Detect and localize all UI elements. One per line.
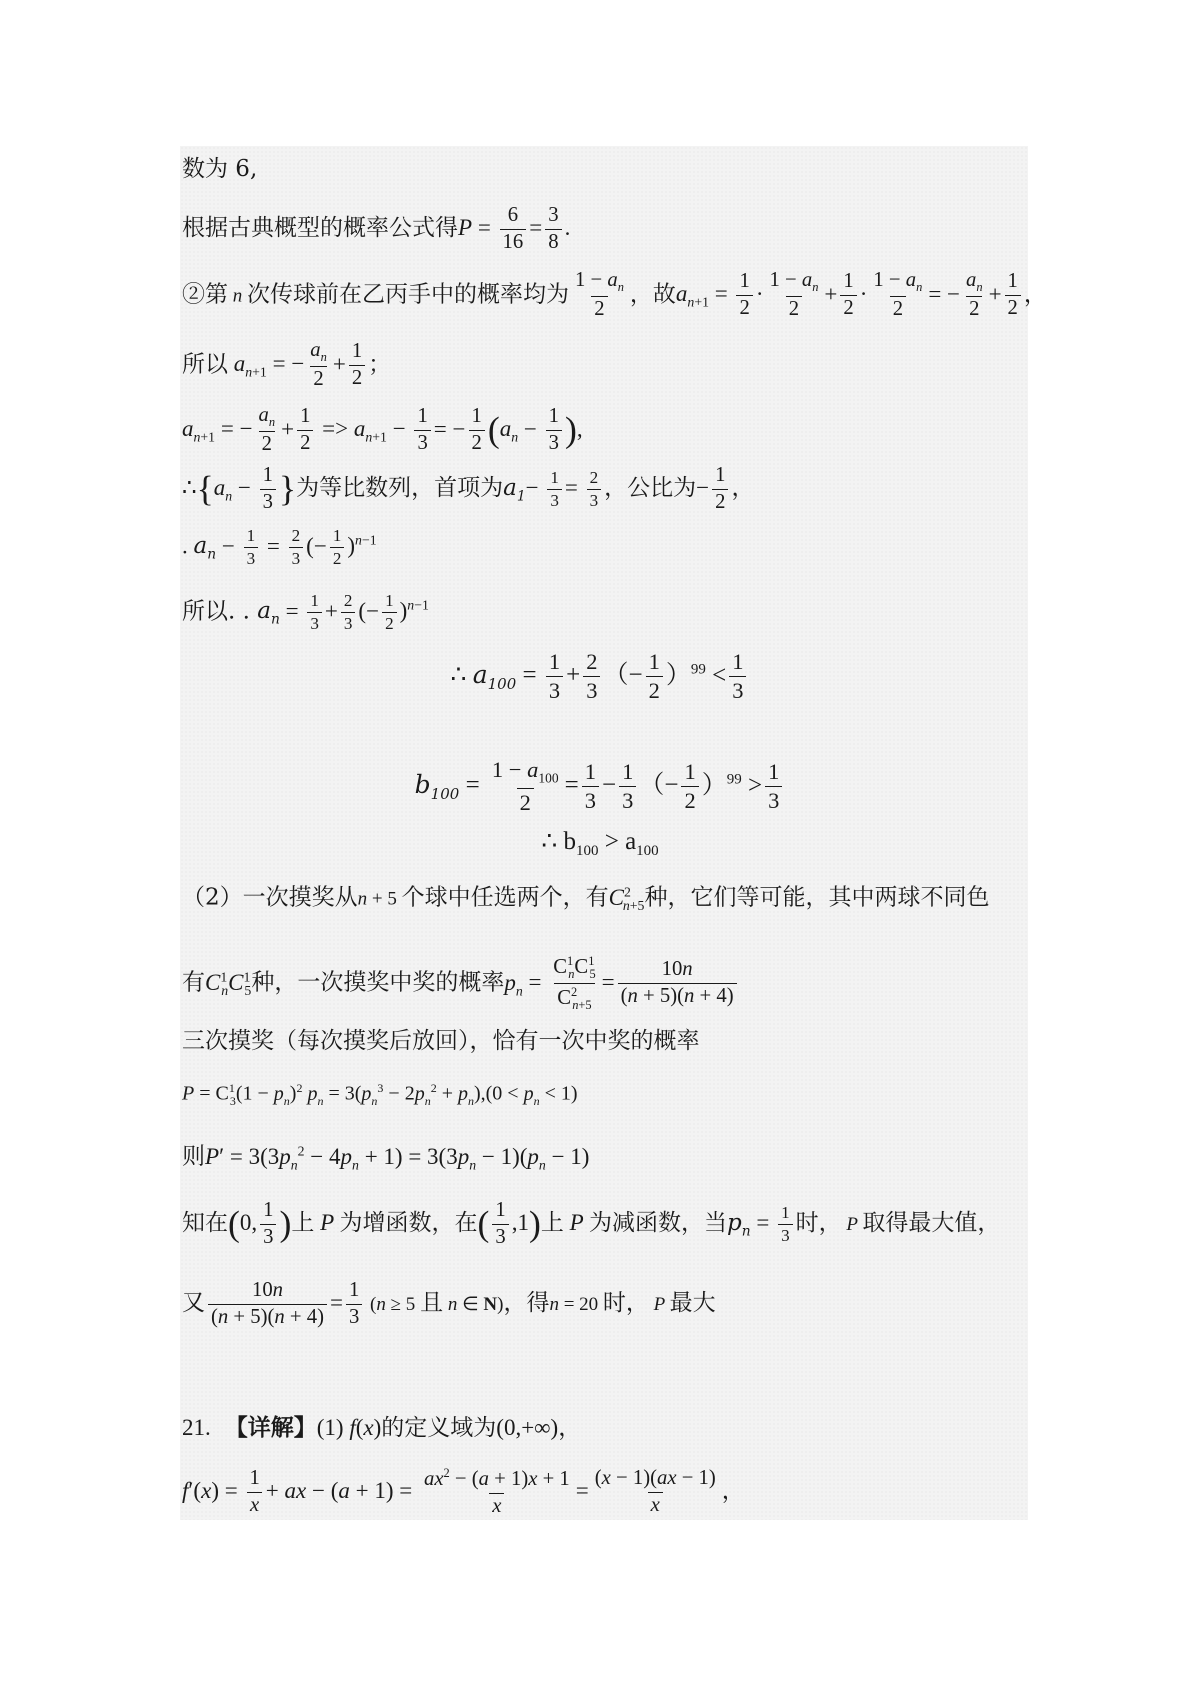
text-line-6: $\therefore\{a_n$ − $\frac{1}{3}$ }为等比数列，首项为$a_1-$ $\frac{1}{3}$ = $\frac{2}{3}$ ，公比为− $\frac{1}{2}$ ， — [182, 464, 755, 513]
text-line-20: f′(x) = $\frac{1}{x}$ + ax − (a + 1) = $\frac{ax^2 - (a + 1)x + 1}{x}$ = $\frac{(x - 1)(ax - 1)}{x}$ ， — [182, 1466, 745, 1517]
text-line-19: 21. 【详解】(1) f(x)的定义域为(0,+∞)， — [182, 1414, 582, 1441]
text-line-1: 数为 6, — [182, 156, 258, 182]
text-line-17: 知在(0, $\frac{1}{3}$ )上 P 为增函数，在( $\frac{1}{3}$ ,1)上 P 为减函数，当$p_n$ = $\frac{1}{3}$ 时， P 取得最大值， — [182, 1199, 1001, 1248]
text-line-14: 三次摸奖（每次摸奖后放回），恰有一次中奖的概率 — [182, 1028, 700, 1054]
formula-b100: $b_{100}$ = $\frac{1 - a_{100}}{2}$ = $\frac{1}{3}$ − $\frac{1}{3}$ （− $\frac{1}{2}$ ）$^{99}$ > $\frac{1}{3}$ — [0, 758, 1200, 814]
formula-conclusion: ∴ $b_{100} > a_{100}$ — [541, 828, 659, 859]
text-line-7: . $a_n$ − $\frac{1}{3}$ = $\frac{2}{3}$ (− $\frac{1}{2}$ )$^{n-1}$ — [182, 526, 377, 568]
text-line-16: 则$P' = 3(3p_n^2 - 4p_n + 1) = 3(3p_n - 1)(p_n - 1)$ — [182, 1143, 590, 1173]
text-line-12: （2）一次摸奖从n + 5 个球中任选两个，有$C^2_{n+5}$种，它们等可能，其中两球不同色 — [182, 884, 990, 914]
text-line-8: 所以. . $a_n$ = $\frac{1}{3}$ + $\frac{2}{3}$ (− $\frac{1}{2}$ )$^{n-1}$ — [182, 591, 429, 633]
text-line-2: 根据古典概型的概率公式得P = $\frac{6}{16}$ = $\frac{3}{8}$ . — [182, 204, 571, 253]
text-line-13: 有$C^1_nC^1_5$种，一次摸奖中奖的概率$p_n$ = $\frac{C^1_nC^1_5}{C^2_{n+5}}$ = $\frac{10n}{(n + 5)(n + 4)}$ — [182, 955, 740, 1012]
text-line-15: $P = C^1_3(1 - p_n)^2$ $p_n = 3(p_n^3 - 2p_n^2 + p_n),(0 < p_n < 1)$ — [182, 1081, 578, 1108]
text-line-18: 又 $\frac{10n}{(n + 5)(n + 4)}$ = $\frac{1}{3}$ (n ≥ 5 且 n ∈ N)，得n = 20 时， P 最大 — [182, 1279, 716, 1328]
text-line-4: 所以 $a_{n+1}$ = − $\frac{a_n}{2}$ + $\frac{1}{2}$ ； — [182, 339, 392, 391]
text-line-5: $a_{n+1}$ = − $\frac{a_n}{2}$ + $\frac{1}{2}$ => $a_{n+1}$ − $\frac{1}{3}$ = − $\frac{1}{2}$ ($a_n$ − $\frac{1}{3}$ ), — [182, 404, 583, 456]
formula-a100: ∴ $a_{100}$ = $\frac{1}{3}$ + $\frac{2}{3}$ （− $\frac{1}{2}$ ）$^{99}$ < $\frac{1}{3}$ — [0, 650, 1200, 702]
text-line-3: ②第 n 次传球前在乙丙手中的概率均为 $\frac{1 - a_n}{2}$ ，故$a_{n+1}$ = $\frac{1}{2}$ · $\frac{1 - a_n}{2}$ + $\frac{1}{2}$ · $\frac{1 - a_n}{2}$ = − $\frac{a_n}{2}$ + $\frac{1}{2}$ ， — [182, 269, 1047, 321]
